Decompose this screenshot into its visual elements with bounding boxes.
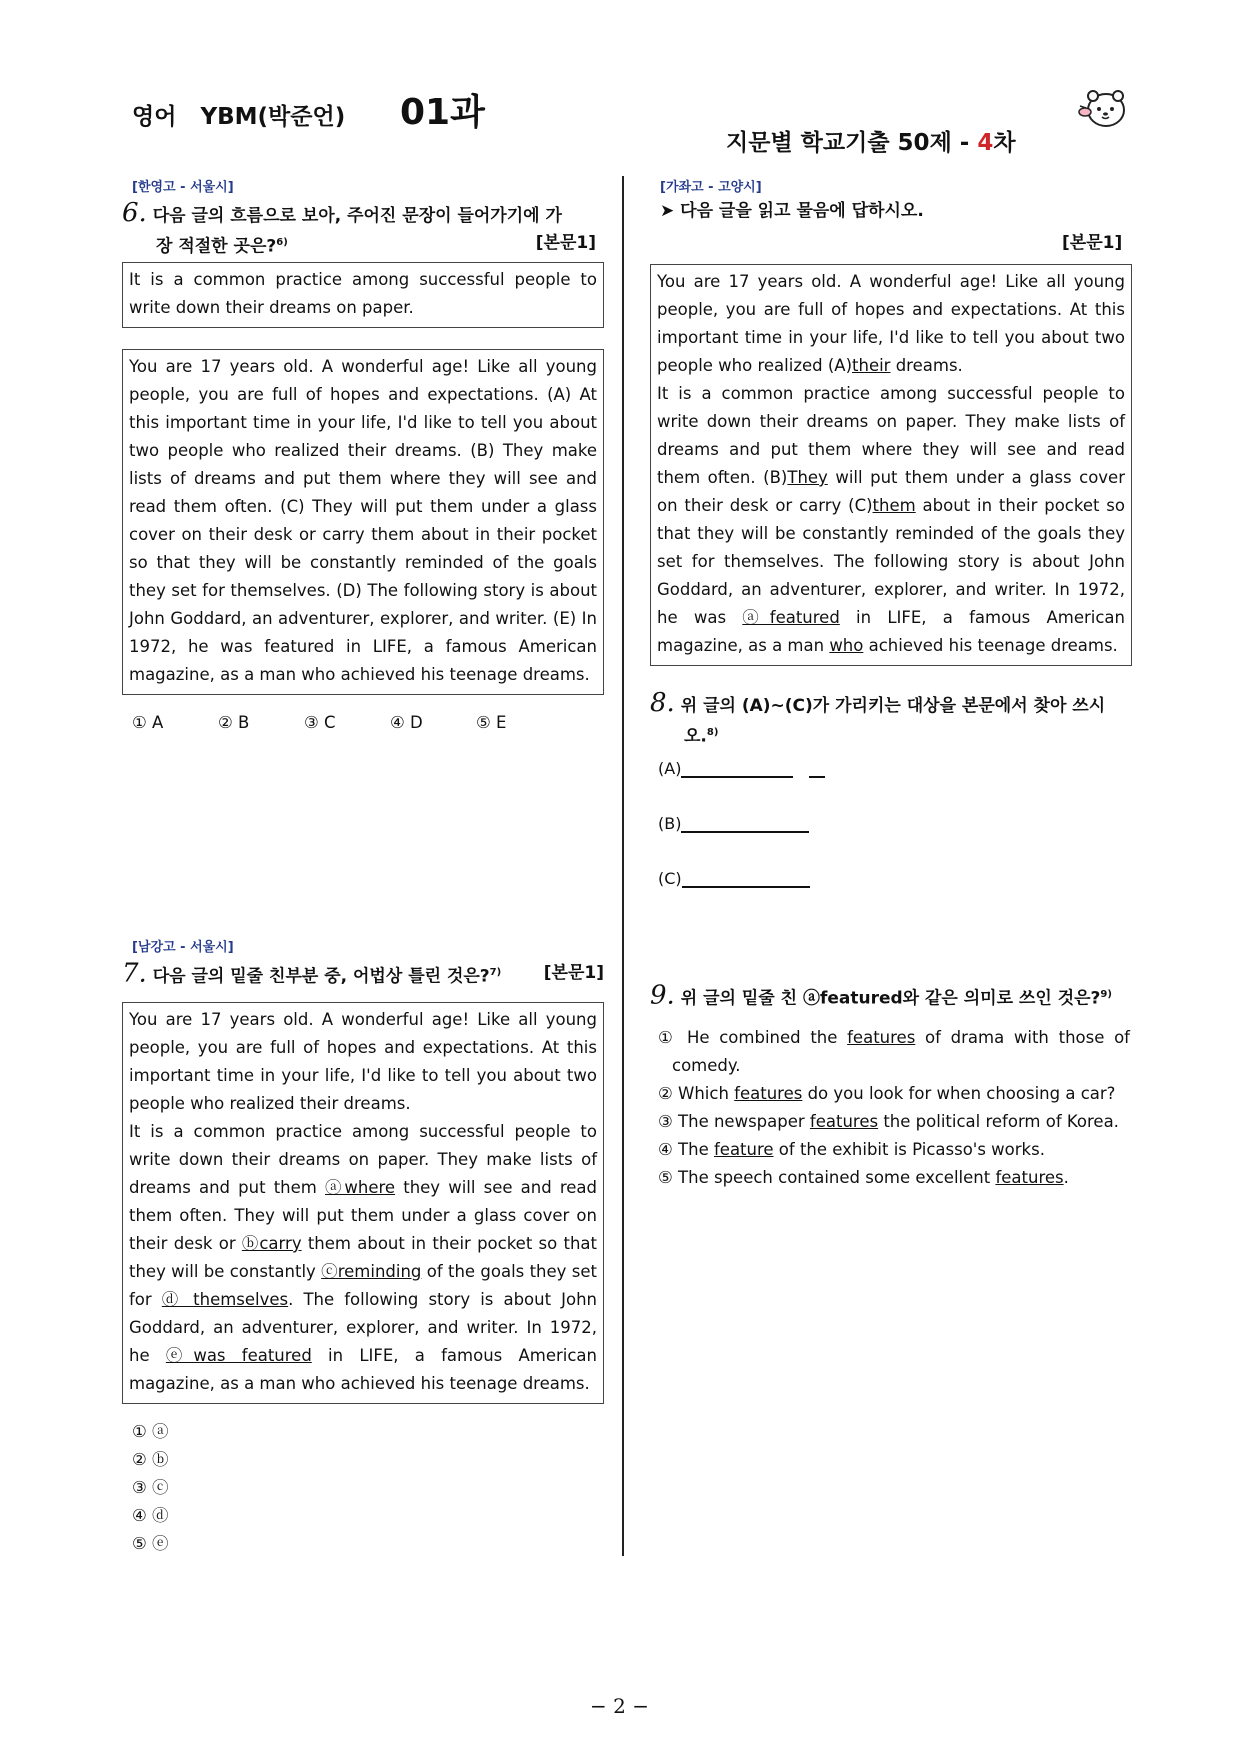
passage-tag: [본문1] <box>1062 233 1123 253</box>
underline-C-them: them <box>872 496 916 515</box>
q9-o3-underline: features <box>809 1112 879 1131</box>
q7-text-e: . The following story is about John Goddard, an adventurer, explorer, and writer. In 1972, he <box>129 1290 598 1365</box>
q7-underline-d: ⓓ themselves <box>161 1290 289 1309</box>
q8-blank-C-label: (C) <box>658 869 682 888</box>
shared-passage-p1 <box>657 268 1125 380</box>
q7-passage-p1: You are 17 years old. A wonderful age! Like all young people, you are full of hopes and expectations. At this important time in your life, I'd like to tell you about two people who realized their dreams. <box>129 1010 597 1113</box>
q9-o3-text-b: the political reform of Korea. <box>878 1112 1119 1131</box>
q8-question <box>650 688 1130 721</box>
q7-underline-b: ⓑcarry <box>241 1234 302 1253</box>
q7-option-3[interactable]: ③ ⓒ <box>132 1478 169 1497</box>
q7-passage-p2 <box>129 1118 597 1398</box>
q9-o4-text-b: of the exhibit is Picasso's works. <box>773 1140 1045 1159</box>
q6-option-3[interactable]: ③ C <box>304 713 336 732</box>
q6-tag: [본문1] <box>535 233 596 253</box>
q6-option-1[interactable]: ① A <box>132 713 164 732</box>
q7-option-4[interactable]: ④ ⓓ <box>132 1506 169 1525</box>
q9-number: 9. <box>650 980 675 1011</box>
q7-text-b: they will see and read them often. They will put them under a glass cover on their desk or <box>129 1178 597 1253</box>
q8-source: [가좌고 - 고양시] <box>660 180 762 195</box>
q7-question-row <box>122 958 604 992</box>
q6-option-5[interactable]: ⑤ E <box>476 713 507 732</box>
series-round-number: 4 <box>977 130 994 156</box>
q9-o1-text-a: ① He combined the <box>658 1028 848 1047</box>
q9-o4-underline: feature <box>713 1140 774 1159</box>
q9-o5-underline: features <box>995 1168 1064 1187</box>
q7-options <box>132 1418 169 1558</box>
q8-blank-A-input[interactable] <box>681 758 793 778</box>
q6-source: [한영고 - 서울시] <box>132 180 234 195</box>
q6-footnote: 6) <box>276 237 288 248</box>
q7-underline-a: ⓐwhere <box>325 1178 396 1197</box>
q9-o3-text-a: ③ The newspaper <box>658 1112 810 1131</box>
q9-o2-text-b: do you look for when choosing a car? <box>802 1084 1116 1103</box>
q8-question-line2-row <box>684 718 718 752</box>
underline-A-their: their <box>852 356 891 375</box>
q7-text-c: them about in their pocket so that they will be constantly <box>129 1234 598 1281</box>
q7-option-5[interactable]: ⑤ ⓔ <box>132 1534 169 1553</box>
shared-text-p1a: You are 17 years old. A wonderful age! Like all young people, you are full of hopes and expectations. At this important time in your life, I'd like to tell you about two people who realized (A) <box>657 272 1125 375</box>
q9-option-3[interactable] <box>658 1108 1130 1136</box>
q9-footnote: 9) <box>1100 989 1112 1000</box>
q6-options <box>132 713 562 732</box>
q9-o1-text-b: of drama with those of <box>915 1028 1130 1047</box>
q6-question-line1: 다음 글의 흐름으로 보아, 주어진 문장이 들어가기에 가 <box>152 206 562 226</box>
shared-passage-box <box>650 264 1132 666</box>
column-divider <box>622 176 624 1556</box>
q6-question-line2-row <box>156 228 596 262</box>
q8-number: 8. <box>650 688 675 718</box>
q7-text-f: in LIFE, a famous American magazine, as a man who achieved his teenage dreams. <box>129 1346 597 1393</box>
q7-source: [남강고 - 서울시] <box>132 940 234 955</box>
q9-o2-underline: features <box>734 1084 803 1103</box>
series-dash: - <box>959 130 970 156</box>
underline-a-featured: ⓐfeatured <box>742 608 840 627</box>
q8-blank-B-row <box>658 813 809 833</box>
shared-text-p2e: achieved his teenage dreams. <box>863 636 1118 655</box>
page-number: − 2 − <box>590 1694 649 1718</box>
q9-option-2[interactable] <box>658 1080 1130 1108</box>
q8-blank-B-label: (B) <box>658 814 682 833</box>
shared-passage-p2 <box>657 380 1125 660</box>
q6-option-4[interactable]: ④ D <box>390 713 423 732</box>
subject-label: 영어 YBM(박준언) <box>132 104 346 130</box>
shared-text-p2a: It is a common practice among successful people to write down their dreams on paper. They make lists of dreams and put them where they will see and read them often. (B) <box>657 384 1125 487</box>
shared-text-p2c: about in their pocket so that they will be constantly reminded of the goals they set for themselves. The following story is about John Goddard, an adventurer, explorer, and writer. In 1972, he was <box>657 496 1125 627</box>
series-main: 지문별 학교기출 50제 <box>726 130 952 156</box>
q6-option-2[interactable]: ② B <box>218 713 250 732</box>
q9-o5-text-a: ⑤ The speech contained some excellent <box>658 1168 996 1187</box>
q9-o1-underline: features <box>847 1028 916 1047</box>
q6-question <box>122 198 602 231</box>
bear-mascot-icon <box>1078 86 1128 132</box>
q9-option-1-cont: comedy. <box>672 1056 741 1075</box>
q8-question-line1: 위 글의 (A)~(C)가 가리키는 대상을 본문에서 찾아 쓰시 <box>680 696 1106 716</box>
q7-text-a: It is a common practice among successful people to write down their dreams on paper. They make lists of dreams and put them <box>129 1122 597 1197</box>
q7-text-d: of the goals they set for <box>129 1262 597 1309</box>
q8-blank-A-row <box>658 758 825 778</box>
q9-options <box>658 1024 1130 1192</box>
q9-o2-text-a: ② Which <box>658 1084 735 1103</box>
q6-given-sentence-box: It is a common practice among successful people to write down their dreams on paper. <box>122 262 604 328</box>
q6-question-line2: 장 적절한 곳은? <box>156 236 277 257</box>
q6-number: 6. <box>122 198 147 228</box>
shared-instruction: ➤ 다음 글을 읽고 물음에 답하시오. <box>660 201 924 221</box>
q8-blank-C-row <box>658 868 810 888</box>
underline-who: who <box>829 636 864 655</box>
q9-option-4[interactable] <box>658 1136 1130 1164</box>
q9-question <box>650 980 1140 1014</box>
q7-passage-box <box>122 1002 604 1404</box>
q8-blank-B-input[interactable] <box>681 813 809 833</box>
q7-underline-c: ⓒreminding <box>321 1262 422 1281</box>
q9-o4-text-a: ④ The <box>658 1140 714 1159</box>
q8-blank-A-extra <box>809 758 825 778</box>
shared-text-p2b: will put them under a glass cover on their desk or carry (C) <box>657 468 1125 515</box>
q9-option-5[interactable] <box>658 1164 1130 1192</box>
q7-footnote: 7) <box>489 967 502 978</box>
q9-option-1[interactable] <box>658 1024 1130 1052</box>
q6-passage-box: You are 17 years old. A wonderful age! Like all young people, you are full of hopes and expectations. (A) At this important time in your life, I'd like to tell you about two people who realized their dreams. (B) They make lists of dreams and put them where they will see and read them often. (C) They will put them under a glass cover on their desk or carry them about in their pocket so that they will be constantly reminded of the goals they set for themselves. (D) The following story is about John Goddard, an adventurer, explorer, and writer. (E) In 1972, he was featured in LIFE, a famous American magazine, as a man who achieved his teenage dreams. <box>122 349 604 695</box>
shared-text-p1b: dreams. <box>890 356 963 375</box>
q8-footnote: 8) <box>706 727 719 738</box>
q9-o5-text-b: . <box>1063 1168 1069 1187</box>
q7-option-1[interactable]: ① ⓐ <box>132 1422 169 1441</box>
lesson-title: 01과 <box>400 92 485 133</box>
q7-underline-e: ⓔwas featured <box>165 1346 312 1365</box>
q7-tag: [본문1] <box>543 963 604 983</box>
q7-option-2[interactable]: ② ⓑ <box>132 1450 169 1469</box>
series-round-suffix: 차 <box>993 130 1016 156</box>
series-title <box>710 98 1016 157</box>
q8-blank-A-label: (A) <box>658 759 682 778</box>
q9-question-text: 위 글의 밑줄 친 ⓐfeatured와 같은 의미로 쓰인 것은? <box>680 988 1101 1009</box>
q7-question: 다음 글의 밑줄 친부분 중, 어법상 틀린 것은? <box>152 966 490 987</box>
shared-text-p2d: in LIFE, a famous American magazine, as a man <box>657 608 1125 655</box>
q8-blank-C-input[interactable] <box>682 868 810 888</box>
q8-question-line2: 오. <box>684 726 707 747</box>
underline-B-they: They <box>787 468 828 487</box>
q7-number: 7. <box>122 958 147 989</box>
